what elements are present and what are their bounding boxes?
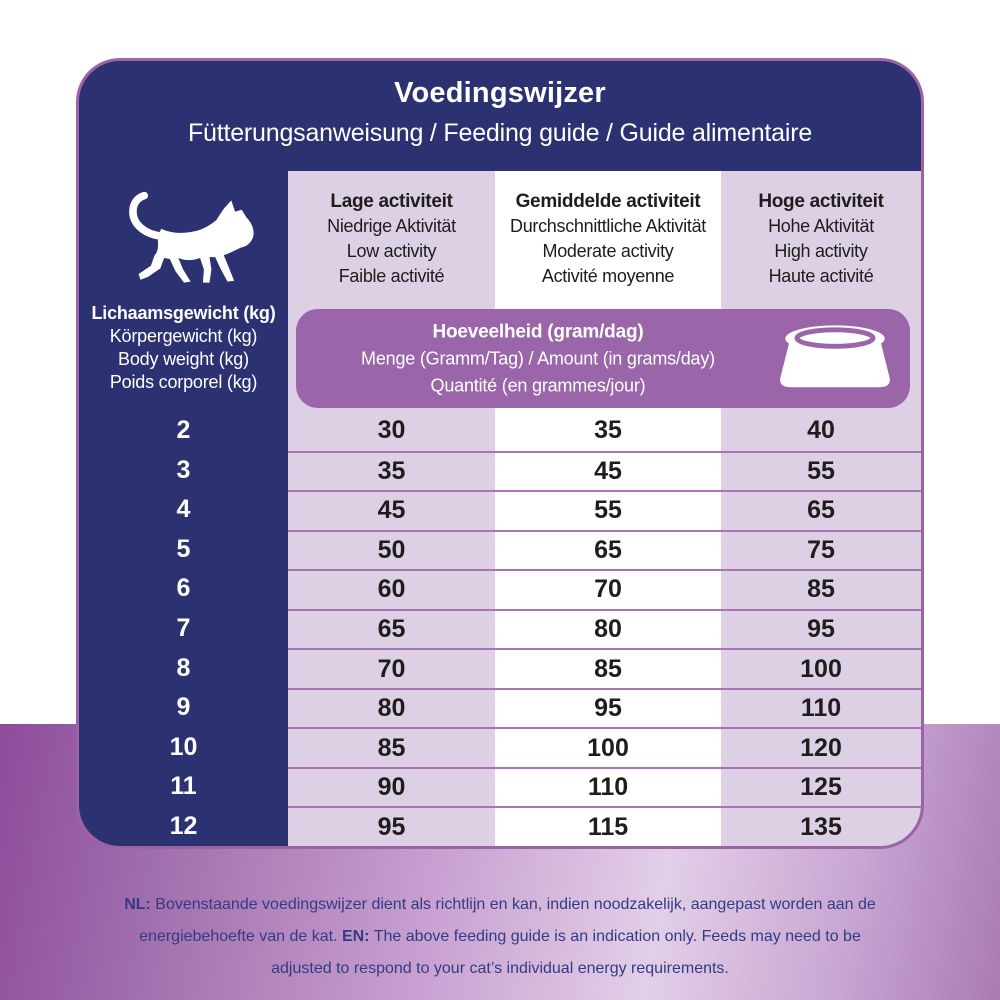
amount-banner-labels-line-2: Menge (Gramm/Tag) / Amount (in grams/day) <box>361 348 715 368</box>
weight-cell-8: 8 <box>176 653 191 682</box>
weight-cell-3: 3 <box>176 455 191 484</box>
column-header-high-activity-line-1: Hoge activiteit <box>758 190 884 212</box>
amount-cell-w6-col2: 70 <box>495 569 721 609</box>
cat-silhouette-icon <box>108 189 260 298</box>
weight-cell-10: 10 <box>169 732 198 761</box>
weight-cell-9: 9 <box>176 693 191 722</box>
column-header-moderate-activity-line-1: Gemiddelde activiteit <box>515 190 701 212</box>
amount-cell-w2-col1: 30 <box>288 411 495 451</box>
body-weight-labels <box>91 302 275 394</box>
amount-cell-w4-col2: 55 <box>495 490 721 530</box>
disclaimer-segment-1: NL: <box>124 896 151 913</box>
amount-cell-w7-col2: 80 <box>495 609 721 649</box>
column-header-moderate-activity <box>495 171 721 306</box>
amount-cell-w9-col3: 110 <box>721 688 921 728</box>
amount-cell-w9-col1: 80 <box>288 688 495 728</box>
amount-cell-w8-col1: 70 <box>288 648 495 688</box>
amount-cell-w12-col3: 135 <box>721 806 921 846</box>
column-header-low-activity-line-3: Low activity <box>346 240 437 261</box>
amount-cell-w3-col3: 55 <box>721 451 921 491</box>
amount-cell-w8-col2: 85 <box>495 648 721 688</box>
weight-cell-5: 5 <box>176 534 191 563</box>
column-header-moderate-activity-line-3: Moderate activity <box>542 240 674 261</box>
amount-cell-w6-col3: 85 <box>721 569 921 609</box>
body-weight-labels-line-3: Body weight (kg) <box>118 349 249 369</box>
amount-cell-w4-col3: 65 <box>721 490 921 530</box>
body-weight-header-cell <box>79 171 288 411</box>
amount-banner-row <box>288 306 921 411</box>
weight-cell-11: 11 <box>170 772 197 801</box>
amount-cell-w7-col1: 65 <box>288 609 495 649</box>
weight-cell-12: 12 <box>169 811 198 840</box>
column-header-low-activity-line-1: Lage activiteit <box>330 190 453 212</box>
disclaimer-text <box>119 889 881 985</box>
amount-banner-labels-line-3: Quantité (en grammes/jour) <box>430 375 646 395</box>
amount-cell-w7-col3: 95 <box>721 609 921 649</box>
amount-banner-labels <box>296 318 780 399</box>
amount-cell-w3-col1: 35 <box>288 451 495 491</box>
disclaimer-segment-3: EN: <box>341 928 370 945</box>
feeding-guide-grid <box>79 61 921 846</box>
card-header <box>79 61 921 171</box>
page-subtitle: Fütterungsanweisung / Feeding guide / Guide alimentaire <box>187 119 813 147</box>
amount-cell-w10-col1: 85 <box>288 727 495 767</box>
amount-cell-w11-col3: 125 <box>721 767 921 807</box>
amount-cell-w9-col2: 95 <box>495 688 721 728</box>
amount-cell-w5-col3: 75 <box>721 530 921 570</box>
amount-cell-w6-col1: 60 <box>288 569 495 609</box>
amount-cell-w5-col1: 50 <box>288 530 495 570</box>
column-header-low-activity <box>288 171 495 306</box>
weight-cell-4: 4 <box>176 495 191 524</box>
body-weight-labels-line-4: Poids corporel (kg) <box>109 372 258 392</box>
column-header-low-activity-line-2: Niedrige Aktivität <box>327 215 456 236</box>
page-title: Voedingswijzer <box>394 77 606 109</box>
amount-banner-labels-line-1: Hoeveelheid (gram/dag) <box>432 321 644 342</box>
amount-cell-w12-col2: 115 <box>495 806 721 846</box>
body-weight-labels-line-2: Körpergewicht (kg) <box>109 326 258 346</box>
amount-cell-w2-col3: 40 <box>721 411 921 451</box>
amount-cell-w10-col3: 120 <box>721 727 921 767</box>
amount-cell-w10-col2: 100 <box>495 727 721 767</box>
disclaimer-segment-4: The above feeding guide is an indication only. Feeds may need to be adjusted to respond to your cat’s individual energy requirements. <box>271 928 861 977</box>
disclaimer-segment-2: Bovenstaande voedingswijzer dient als richtlijn en kan, indien noodzakelijk, aangepast worden aan de energiebehoefte van de kat. <box>139 896 876 945</box>
column-header-moderate-activity-line-2: Durchschnittliche Aktivität <box>510 215 706 236</box>
amount-cell-w11-col1: 90 <box>288 767 495 807</box>
amount-banner <box>296 309 910 408</box>
column-header-low-activity-line-4: Faible activité <box>338 265 445 286</box>
amount-cell-w5-col2: 65 <box>495 530 721 570</box>
amount-cell-w2-col2: 35 <box>495 411 721 451</box>
column-header-moderate-activity-line-4: Activité moyenne <box>541 265 675 286</box>
column-header-high-activity <box>721 171 921 306</box>
feeding-guide-card <box>76 58 924 849</box>
food-bowl-icon <box>776 321 894 397</box>
weight-cell-6: 6 <box>176 574 191 603</box>
column-header-high-activity-line-4: Haute activité <box>768 265 874 286</box>
disclaimer-note <box>0 889 1000 985</box>
amount-cell-w11-col2: 110 <box>495 767 721 807</box>
amount-cell-w12-col1: 95 <box>288 806 495 846</box>
amount-cell-w8-col3: 100 <box>721 648 921 688</box>
amount-cell-w4-col1: 45 <box>288 490 495 530</box>
weight-cell-7: 7 <box>176 613 191 642</box>
amount-cell-w3-col2: 45 <box>495 451 721 491</box>
body-weight-labels-line-1: Lichaamsgewicht (kg) <box>91 303 276 323</box>
weight-cell-2: 2 <box>176 416 191 445</box>
column-header-high-activity-line-2: Hohe Aktivität <box>768 215 874 236</box>
column-header-high-activity-line-3: High activity <box>774 240 868 261</box>
